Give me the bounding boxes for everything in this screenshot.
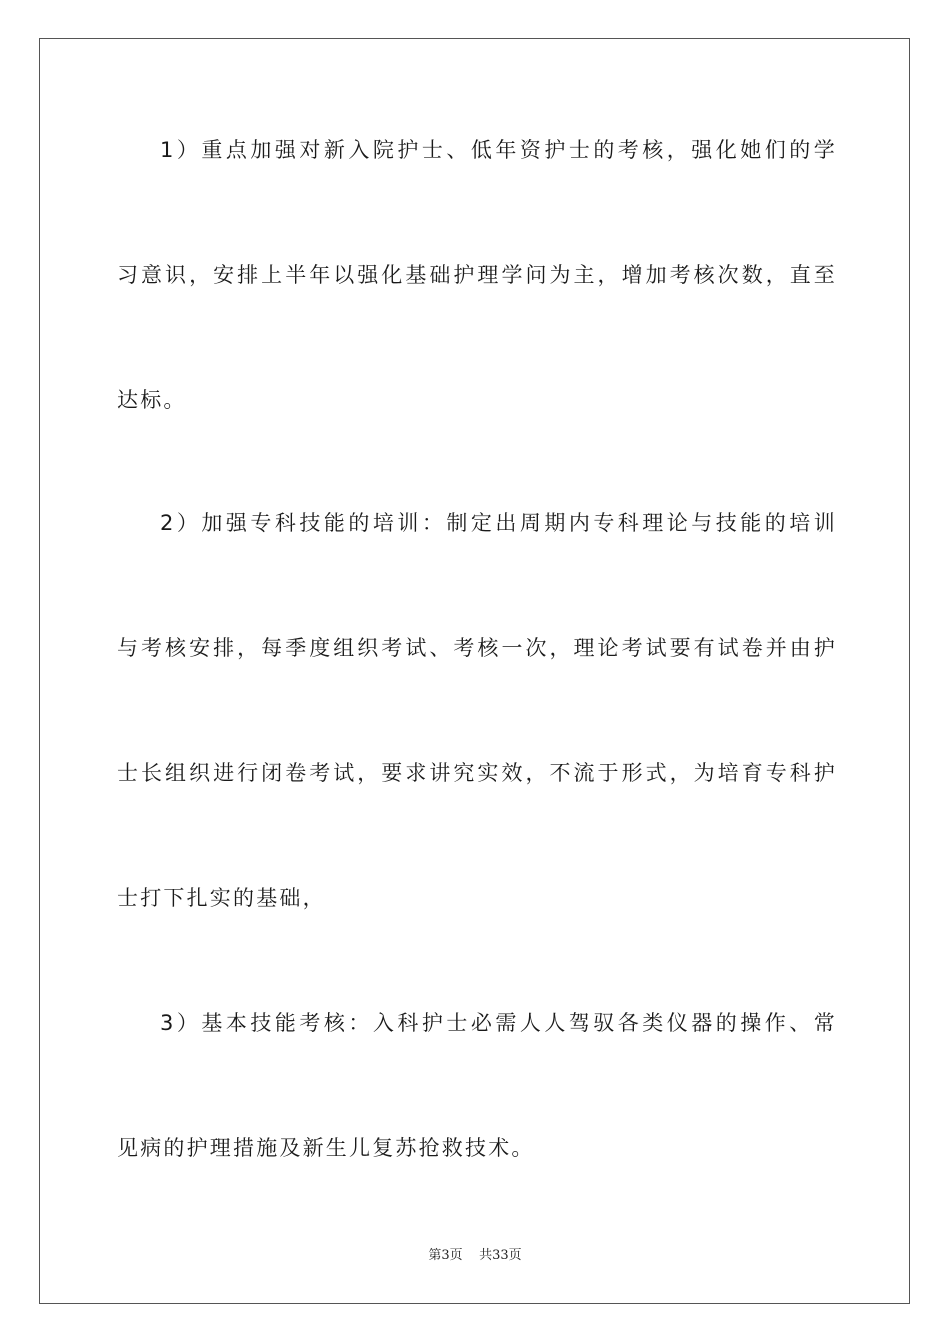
page-number: 第3页 xyxy=(428,1248,463,1263)
paragraph-1-line-3: 达标。 xyxy=(117,388,187,412)
paragraph-2-line-4: 士打下扎实的基础， xyxy=(117,886,326,910)
paragraph-1-line-2: 习意识，安排上半年以强化基础护理学问为主，增加考核次数，直至 xyxy=(117,263,837,287)
paragraph-1-line-1: 1）重点加强对新入院护士、低年资护士的考核，强化她们的学 xyxy=(160,138,837,162)
paragraph-2-line-3: 士长组织进行闭卷考试，要求讲究实效，不流于形式，为培育专科护 xyxy=(117,761,837,785)
page-footer xyxy=(0,1247,950,1265)
paragraph-3-line-2: 见病的护理措施及新生儿复苏抢救技术。 xyxy=(117,1136,535,1160)
page-border xyxy=(39,38,910,1304)
paragraph-2-line-1: 2）加强专科技能的培训：制定出周期内专科理论与技能的培训 xyxy=(160,511,837,535)
total-pages: 共33页 xyxy=(479,1248,522,1263)
paragraph-2-line-2: 与考核安排，每季度组织考试、考核一次，理论考试要有试卷并由护 xyxy=(117,636,837,660)
paragraph-3-line-1: 3）基本技能考核：入科护士必需人人驾驭各类仪器的操作、常 xyxy=(160,1011,837,1035)
